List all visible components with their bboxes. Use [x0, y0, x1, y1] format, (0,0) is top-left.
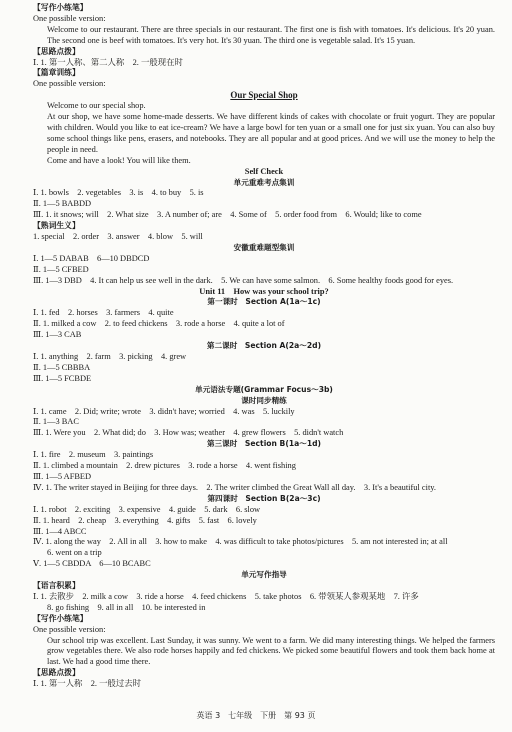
answer-line: Ⅰ. 1. bowls 2. vegetables 3. is 4. to buy 5. is — [33, 188, 204, 198]
passage-title: Our Special Shop — [230, 90, 298, 101]
answer-line: Ⅰ. 1. came 2. Did; write; wrote 3. didn't have; worried 4. was 5. luckily — [33, 406, 295, 416]
answer-line: Ⅲ. 1—3 DBD 4. It can help us see well in the dark. 5. We can have some salmon. 6. Some healthy foods good for eyes. — [33, 275, 454, 285]
answer-line: Ⅱ. 1—3 BAC — [33, 417, 79, 427]
passage-paragraph: Welcome to our special shop. — [47, 101, 146, 111]
answer-line: Ⅱ. 1—5 CFBED — [33, 264, 89, 274]
answer-line: 8. go fishing 9. all in all 10. be interested in — [47, 602, 206, 612]
answer-line: Ⅰ. 1. 第一人称 2. 一般过去时 — [33, 679, 141, 689]
section-title: 单元语法专题(Grammar Focus～3b) — [195, 384, 333, 394]
period-title: 第四课时 Section B(2a～3c) — [207, 493, 321, 503]
answer-line: Ⅱ. 1—5 CBBBA — [33, 362, 91, 372]
answer-line: 6. went on a trip — [47, 548, 102, 558]
page-footer: 英语 3 七年级 下册 第 93 页 — [196, 711, 316, 721]
heading-passage: 【篇章训练】 — [33, 68, 80, 78]
heading-writing-practice: 【写作小练笔】 — [33, 613, 88, 623]
passage-paragraph: Come and have a look! You will like them. — [47, 155, 191, 165]
heading-thinking: 【思路点拨】 — [33, 46, 80, 56]
section-title: Self Check — [244, 166, 284, 176]
heading-phrases: 【熟词生义】 — [33, 221, 80, 231]
heading-language: 【语言积累】 — [33, 581, 80, 591]
answer-line: Ⅲ. 1—5 AFBED — [33, 471, 92, 481]
answer-line: Ⅰ. 1. fire 2. museum 3. paintings — [33, 450, 154, 460]
heading-thinking: 【思路点拨】 — [33, 668, 80, 678]
answer-line: Ⅴ. 1—5 CBDDA 6—10 BCABC — [33, 559, 151, 569]
passage-paragraph: At our shop, we have some home-made desserts. We have different kinds of cakes with chocolate or fruit yogurt. They are popular with children. Would you like to eat ice-cream? We have a large bowl for ten yuan or a small one for just six yuan. You can also buy some school things like pens, erasers, and notebooks. They are all popular and at good prices. And we will use the money to help the people in need. — [47, 112, 495, 154]
answer-line: Ⅲ. 1—5 FCBDE — [33, 373, 92, 383]
unit-title: Unit 11 How was your school trip? — [199, 286, 329, 296]
sample-essay: Welcome to our restaurant. There are three specials in our restaurant. The first one is fish with tomatoes. It's delicious. It's 20 yuan. The second one is beef with tomatoes. It's very hot. It's 30 yuan. The third one is vegetable salad. It's 15 yuan. — [47, 24, 495, 45]
sample-essay: Our school trip was excellent. Last Sunday, it was sunny. We went to a farm. We did many interesting things. We helped the farmers grow vegetables there. We also rode horses happily and fed chickens. We picked some beautiful flowers and took them back home at last. We had a good time there. — [47, 635, 495, 667]
intro-text: One possible version: — [33, 79, 106, 89]
intro-text: One possible version: — [33, 624, 106, 634]
answer-line: 1. special 2. order 3. answer 4. blow 5. will — [33, 232, 203, 242]
answer-line: Ⅳ. 1. The writer stayed in Beijing for three days. 2. The writer climbed the Great Wall all day. 3. It's a beautiful city. — [33, 482, 437, 492]
answer-line: Ⅰ. 1. anything 2. farm 3. picking 4. grew — [33, 352, 187, 361]
answer-line: Ⅲ. 1. it snows; will 2. What size 3. A number of; are 4. Some of 5. order food from 6. Would; like to come — [33, 210, 422, 220]
answer-line: Ⅱ. 1—5 BABDD — [33, 199, 92, 209]
section-subtitle: 单元重难考点集训 — [233, 177, 295, 187]
answer-line: Ⅱ. 1. heard 2. cheap 3. everything 4. gifts 5. fast 6. lovely — [33, 515, 257, 525]
answer-line: Ⅰ. 1. fed 2. horses 3. farmers 4. quite — [33, 308, 174, 318]
answer-line: Ⅲ. 1—3 CAB — [33, 330, 82, 340]
answer-line: Ⅰ. 1—5 DABAB 6—10 DBDCD — [33, 253, 150, 263]
period-title: 第三课时 Section B(1a～1d) — [206, 439, 322, 449]
period-title: 第一课时 Section A(1a～1c) — [207, 297, 321, 307]
heading-writing-practice: 【写作小练笔】 — [33, 3, 88, 12]
section-subtitle: 课时同步精练 — [241, 395, 287, 405]
period-title: 第二课时 Section A(2a～2d) — [206, 341, 322, 351]
section-title: 安徽重难题型集训 — [233, 242, 295, 252]
answer-line: Ⅰ. 1. 第一人称、第二人称 2. 一般现在时 — [33, 57, 183, 67]
answer-line: Ⅱ. 1. milked a cow 2. to feed chickens 3. rode a horse 4. quite a lot of — [33, 319, 285, 329]
answer-line: Ⅰ. 1. robot 2. exciting 3. expensive 4. guide 5. dark 6. slow — [33, 504, 261, 514]
answer-line: Ⅳ. 1. along the way 2. All in all 3. how to make 4. was difficult to take photos/pictures 5. am not interested in; at all — [33, 537, 448, 547]
intro-text: One possible version: — [33, 13, 106, 23]
section-title: 单元写作指导 — [241, 570, 287, 580]
answer-line: Ⅲ. 1—4 ABCC — [33, 526, 87, 536]
answer-line: Ⅲ. 1. Were you 2. What did; do 3. How was; weather 4. grew flowers 5. didn't watch — [33, 428, 344, 438]
answer-line: Ⅰ. 1. 去散步 2. milk a cow 3. ride a horse 4. feed chickens 5. take photos 6. 带领某人参观某地 7. 许多 — [33, 591, 419, 601]
answer-line: Ⅱ. 1. climbed a mountain 2. drew pictures 3. rode a horse 4. went fishing — [33, 461, 296, 471]
